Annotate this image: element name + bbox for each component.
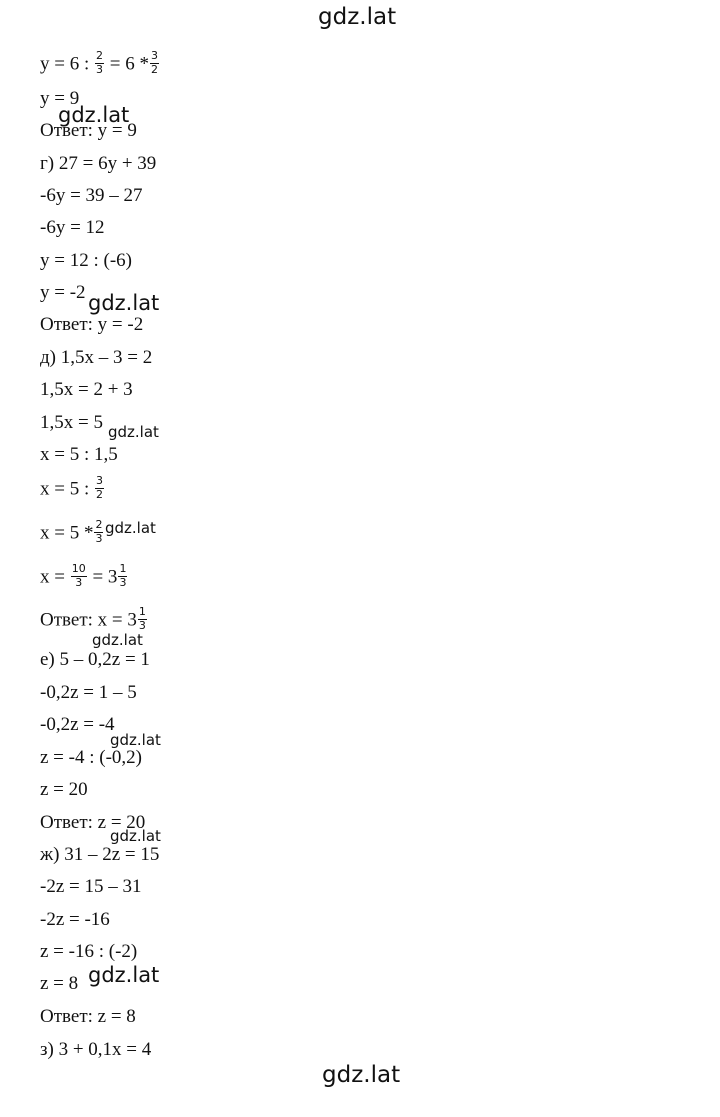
task-line: е) 5 – 0,2z = 1	[40, 649, 150, 670]
equation-line: -2z = 15 – 31	[40, 876, 142, 897]
equation-line: -6y = 12	[40, 217, 105, 238]
equation-line: z = -4 : (-0,2)	[40, 747, 142, 768]
equation-line: y = 12 : (-6)	[40, 250, 132, 271]
equation-line: -6y = 39 – 27	[40, 185, 143, 206]
fraction: $\frac{1}{3}$	[138, 605, 146, 632]
task-line: д) 1,5x – 3 = 2	[40, 347, 153, 368]
equation-line	[40, 49, 160, 78]
equation-text: x = 5 *	[40, 522, 94, 544]
watermark: gdz.lat	[105, 519, 156, 537]
answer-line	[40, 605, 148, 634]
answer-line: Ответ: z = 8	[40, 1006, 136, 1027]
watermark: gdz.lat	[92, 631, 143, 649]
watermark: gdz.lat	[110, 827, 161, 845]
equation-line: -0,2z = -4	[40, 714, 115, 735]
task-line: ж) 31 – 2z = 15	[40, 844, 160, 865]
equation-line: y = 9	[40, 88, 80, 109]
watermark: gdz.lat	[88, 963, 160, 987]
answer-line: Ответ: z = 20	[40, 812, 146, 833]
watermark: gdz.lat	[108, 423, 159, 441]
answer-line: Ответ: y = 9	[40, 120, 137, 141]
answer-line: Ответ: y = -2	[40, 314, 144, 335]
equation-line: -2z = -16	[40, 909, 110, 930]
equation-text: y = 6 :	[40, 53, 90, 75]
equation-line	[40, 518, 104, 547]
watermark: gdz.lat	[110, 731, 161, 749]
fraction: $\frac{10}{3}$	[71, 562, 86, 589]
fraction: $\frac{1}{3}$	[119, 562, 127, 589]
equation-text: = 3	[92, 566, 118, 588]
watermark: gdz.lat	[88, 291, 160, 315]
equation-line: z = 8	[40, 973, 79, 994]
equation-line: 1,5x = 2 + 3	[40, 379, 133, 400]
equation-line: z = -16 : (-2)	[40, 941, 138, 962]
equation-line: 1,5x = 5	[40, 412, 103, 433]
equation-line: -0,2z = 1 – 5	[40, 682, 137, 703]
equation-text: Ответ: x = 3	[40, 609, 137, 631]
equation-text: = 6 *	[109, 53, 149, 75]
equation-line: x = 5 : 1,5	[40, 444, 118, 465]
equation-text: x = 5 :	[40, 478, 90, 500]
fraction: $\frac{3}{2}$	[150, 49, 158, 76]
watermark-top: gdz.lat	[318, 4, 397, 30]
equation-line	[40, 474, 105, 503]
fraction: $\frac{3}{2}$	[96, 474, 103, 501]
task-line: г) 27 = 6y + 39	[40, 153, 157, 174]
fraction: $\frac{2}{3}$	[95, 518, 103, 545]
watermark-bottom: gdz.lat	[322, 1062, 401, 1088]
equation-line: y = -2	[40, 282, 86, 303]
equation-line: z = 20	[40, 779, 88, 800]
equation-text: x =	[40, 566, 65, 588]
task-line: з) 3 + 0,1x = 4	[40, 1039, 152, 1060]
fraction: $\frac{2}{3}$	[96, 49, 103, 76]
equation-line	[40, 562, 128, 591]
watermark: gdz.lat	[58, 103, 130, 127]
